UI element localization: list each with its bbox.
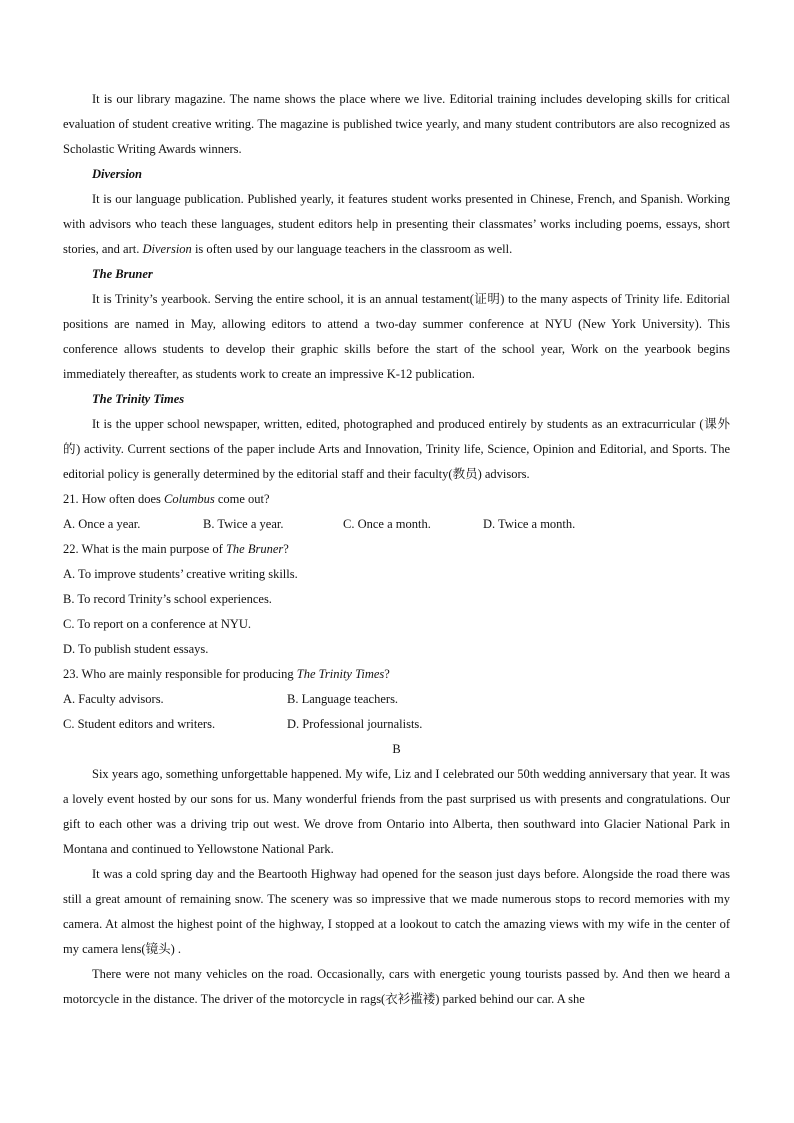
q23-stem-a: 23. Who are mainly responsible for producing [63,667,297,681]
q23-option-c[interactable]: C. Student editors and writers. [63,717,216,731]
q23-option-b[interactable]: B. Language teachers. [287,692,399,706]
diversion-paragraph [63,187,730,262]
q22-stem-a: 22. What is the main purpose of [63,542,226,556]
diversion-italic: Diversion [142,242,192,256]
q21-stem-a: 21. How often does [63,492,165,506]
trinity-times-heading: The Trinity Times [92,392,185,406]
q23-stem-b: ? [384,667,390,681]
q21-option-c[interactable]: C. Once a month. [343,517,431,531]
q23-stem-italic: The Trinity Times [296,667,385,681]
q22-stem-b: ? [283,542,289,556]
q21-option-d[interactable]: D. Twice a month. [483,517,576,531]
q21-option-a[interactable]: A. Once a year. [63,517,141,531]
q22-option-b[interactable]: B. To record Trinity’s school experiences. [63,592,272,606]
q21-options [63,512,730,537]
question-23 [63,662,730,687]
q21-stem-b: come out? [214,492,270,506]
bruner-paragraph: It is Trinity’s yearbook. Serving the entire school, it is an annual testament(证明) to the many aspects of Trinity life. Editorial positions are named in May, allowing editors to attend a two-day summer conference at NYU (New York University). This conference allows students to develop their graphic skills before the start of the school year, Work on the yearbook begins immediately thereafter, as students work to create an impressive K-12 publication. [63,292,730,381]
question-21 [63,487,730,512]
bruner-heading: The Bruner [92,267,153,281]
q21-stem-italic: Columbus [164,492,215,506]
document-page [63,87,730,1012]
q22-option-d[interactable]: D. To publish student essays. [63,642,209,656]
q23-options-row-2 [63,712,730,737]
diversion-text-b: is often used by our language teachers in the classroom as well. [191,242,513,256]
q22-option-c[interactable]: C. To report on a conference at NYU. [63,617,252,631]
passage-b-paragraph-3: There were not many vehicles on the road. Occasionally, cars with energetic young tourists passed by. And then we heard a motorcycle in the distance. The driver of the motorcycle in rags(衣衫褴褛) parked behind our car. A she [63,967,730,1006]
q22-option-a[interactable]: A. To improve students’ creative writing skills. [63,567,298,581]
columbus-paragraph: It is our library magazine. The name shows the place where we live. Editorial training includes developing skills for critical evaluation of student creative writing. The magazine is published twice yearly, and many student contributors are also recognized as Scholastic Writing Awards winners. [63,92,730,156]
passage-b-paragraph-1: Six years ago, something unforgettable happened. My wife, Liz and I celebrated our 50th wedding anniversary that year. It was a lovely event hosted by our sons for us. Many wonderful friends from the past surprised us with presents and congratulations. Our gift to each other was a driving trip out west. We drove from Ontario into Alberta, then southward into Glacier National Park in Montana and continued to Yellowstone National Park. [63,767,730,856]
q22-stem-italic: The Bruner [225,542,284,556]
q23-option-d[interactable]: D. Professional journalists. [287,717,423,731]
diversion-text-a: It is our language publication. Published yearly, it features student works presented in Chinese, French, and Spanish. Working with advisors who teach these languages, student editors help in presenting their classmates’ works including poems, essays, short stories, and art. [63,192,730,256]
trinity-times-paragraph: It is the upper school newspaper, written, edited, photographed and produced entirely by students as an extracurricular (课外的) activity. Current sections of the paper include Arts and Innovation, Trinity life, Science, Opinion and Editorial, and Sports. The editorial policy is generally determined by the editorial staff and their faculty(教员) advisors. [63,417,730,481]
passage-b-paragraph-2: It was a cold spring day and the Beartooth Highway had opened for the season just days before. Alongside the road there was still a great amount of remaining snow. The scenery was so impressive that we made numerous stops to record memories with my camera. At almost the highest point of the highway, I stopped at a lookout to catch the amazing views with my wife in the center of my camera lens(镜头) . [63,867,730,956]
question-22 [63,537,730,562]
q23-options-row-1 [63,687,730,712]
q23-option-a[interactable]: A. Faculty advisors. [63,692,164,706]
q21-option-b[interactable]: B. Twice a year. [203,517,284,531]
section-b-label: B [392,742,401,756]
diversion-heading: Diversion [92,167,142,181]
